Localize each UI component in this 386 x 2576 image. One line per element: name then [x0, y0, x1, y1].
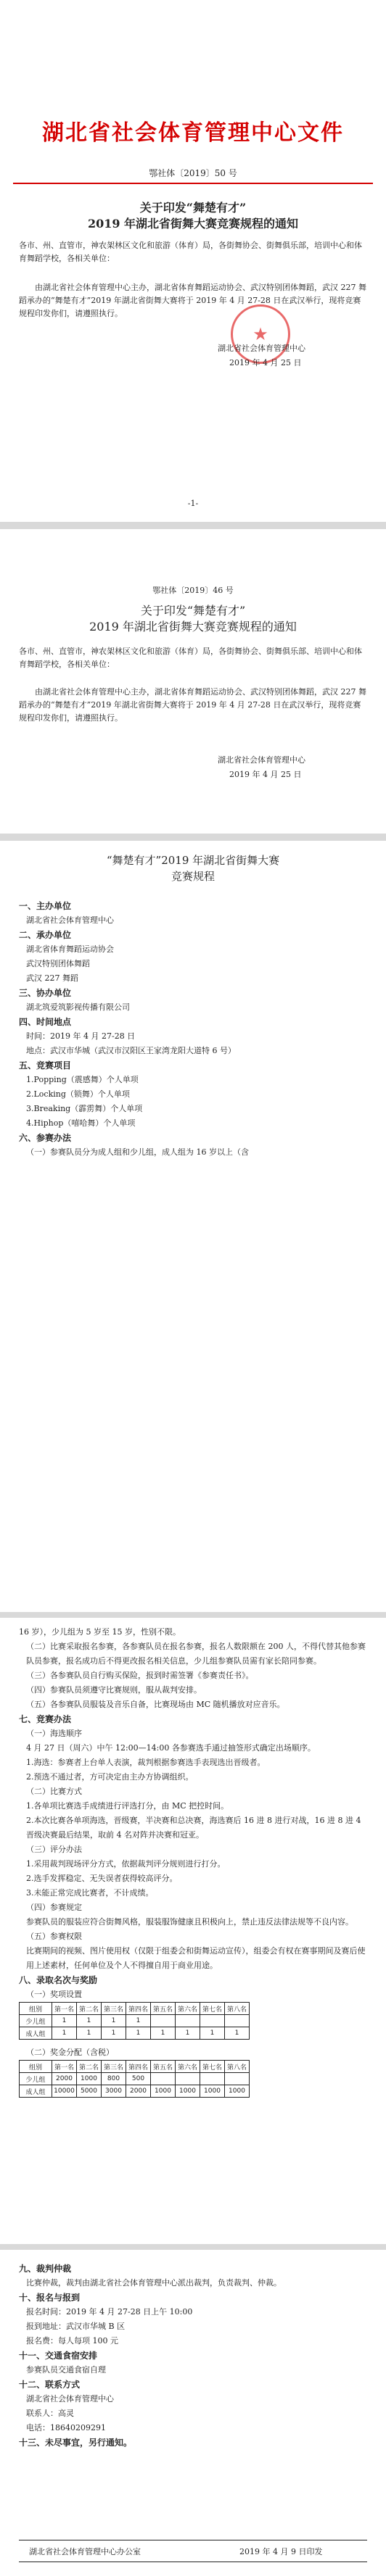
section-heading: 九、裁判仲裁: [19, 2264, 72, 2274]
section-line: 1.海选：参赛者上台单人表演，裁判根据参赛选手表现选出晋级者。: [26, 1758, 266, 1767]
section-heading: 八、录取名次与奖励: [19, 1975, 98, 1985]
table-cell: 10000: [52, 2085, 77, 2098]
table-cell: 500: [126, 2073, 151, 2085]
section-line: 湖北省体育舞蹈运动协会: [26, 944, 114, 954]
issue-date: 2019 年 4 月 25 日: [229, 770, 302, 779]
table-cell: 组别: [20, 2061, 52, 2073]
table-cell: 1000: [151, 2085, 176, 2098]
section-line: （四）参赛队员须遵守比赛规则，服从裁判安排。: [26, 1685, 202, 1695]
subsection-heading: （一）海选顺序: [26, 1729, 82, 1738]
table-cell: [225, 2073, 250, 2085]
table-cell: 3000: [102, 2085, 126, 2098]
table-cell: 1: [77, 2015, 102, 2027]
table-cell: 第八名: [225, 2003, 250, 2015]
table-cell: 第一名: [52, 2061, 77, 2073]
section-line: 2.选手发挥稳定、无失误者获得较高评分。: [26, 1874, 178, 1883]
table-cell: [151, 2015, 176, 2027]
section-line: 参赛队员的服装应符合街舞风格，服装服饰健康且积极向上，禁止违反法律法规等不良内容。: [26, 1917, 353, 1927]
red-divider: [13, 183, 373, 184]
notice-body: 由湖北省社会体育管理中心主办，湖北省体育舞蹈运动协会、武汉特别团体舞蹈，武汉 227 舞蹈承办的“舞楚有才”2019 年湖北省街舞大赛将于 2019 年 4 月 27-28 日在武汉举行，现将竞赛规程印发你们，请遵照执行。: [19, 687, 366, 723]
table-cell: 第四名: [126, 2061, 151, 2073]
table-cell: 1: [126, 2027, 151, 2040]
awards-table: [19, 2002, 250, 2040]
notice-body: 由湖北省社会体育管理中心主办，湖北省体育舞蹈运动协会、武汉特别团体舞蹈，武汉 227 舞蹈承办的“舞楚有才”2019 年湖北省街舞大赛将于 2019 年 4 月 27-28 日在武汉举行，现将竞赛规程印发你们，请遵照执行。: [19, 283, 366, 318]
rules-continued: [19, 1625, 367, 2098]
footer-issuer: 湖北省社会体育管理中心办公室: [29, 2547, 141, 2556]
table-cell: 1: [225, 2027, 250, 2040]
section-line: 电话：18640209291: [26, 2423, 106, 2432]
table-cell: 1: [52, 2015, 77, 2027]
page-5: [0, 2250, 386, 2576]
section-line: 参赛队员交通食宿自理: [26, 2365, 106, 2375]
table-row: [20, 2073, 250, 2085]
section-line: 湖北省社会体育管理中心: [26, 2394, 114, 2403]
section-line: 报名费：每人每项 100 元: [26, 2336, 118, 2346]
section-heading: 十一、交通食宿安排: [19, 2351, 98, 2361]
table-cell: [151, 2073, 176, 2085]
section-line: 武汉 227 舞蹈: [26, 973, 78, 983]
document-number: 鄂社体〔2019〕46 号: [152, 586, 234, 595]
table-cell: [176, 2015, 200, 2027]
subsection-heading: （二）奖金分配（含税）: [26, 2048, 114, 2057]
red-header-title: 湖北省社会体育管理中心文件: [42, 120, 344, 146]
signatory: 湖北省社会体育管理中心: [218, 755, 305, 765]
table-cell: 第三名: [102, 2003, 126, 2015]
addressees: 各市、州、直管市，神农架林区文化和旅游（体育）局，各街舞协会、街舞俱乐部，培训中心和体育舞蹈学校，各相关单位：: [19, 241, 362, 263]
section-heading: 七、竞赛办法: [19, 1714, 72, 1724]
section-line: 报名时间：2019 年 4 月 27-28 日上午 10:00: [26, 2307, 193, 2317]
table-cell: 1: [200, 2027, 225, 2040]
notice-heading-line2: 2019 年湖北省街舞大赛竞赛规程的通知: [89, 620, 297, 633]
section-line: （二）比赛采取报名参赛，各参赛队员在报名参赛，报名人数限额在 200 人，不得代替其他参赛队员参赛，报名成功后不得更改报名相关信息，少儿组参赛队员需有家长陪同参赛。: [26, 1642, 366, 1666]
table-cell: 第一名: [52, 2003, 77, 2015]
footer-print-date: 2019 年 4 月 9 日印发: [239, 2547, 323, 2556]
section-line: 1.Popping（震感舞）个人单项: [26, 1075, 139, 1084]
table-cell: 1: [52, 2027, 77, 2040]
table-cell: [200, 2015, 225, 2027]
table-cell: 第六名: [176, 2061, 200, 2073]
page-2: [0, 529, 386, 834]
section-heading: 十二、联系方式: [19, 2380, 81, 2390]
issue-date: 2019 年 4 月 25 日: [229, 358, 302, 367]
table-cell: [200, 2073, 225, 2085]
section-line: 4 月 27 日（周六）中午 12:00—14:00 各参赛选手通过抽签形式确定出场顺序。: [26, 1743, 316, 1753]
section-line: 湖北省社会体育管理中心: [26, 915, 114, 925]
subsection-heading: （一）奖项设置: [26, 1990, 82, 1999]
table-cell: 第四名: [126, 2003, 151, 2015]
table-cell: [176, 2073, 200, 2085]
section-line: 报到地址：武汉市华城 B 区: [26, 2322, 126, 2331]
table-cell: 1: [151, 2027, 176, 2040]
section-line: 16 岁），少儿组为 5 岁至 15 岁，性别不限。: [19, 1627, 181, 1637]
table-cell: 5000: [77, 2085, 102, 2098]
section-heading: 五、竞赛项目: [19, 1060, 72, 1071]
notice-heading-line1: 关于印发“舞楚有才”: [140, 604, 246, 618]
section-line: 1.各单项比赛选手成绩进行评选打分，由 MC 把控时间。: [26, 1801, 229, 1811]
section-line: （一）参赛队员分为成人组和少儿组，成人组为 16 岁以上（含: [26, 1147, 249, 1157]
section-heading: 十三、未尽事宜，另行通知。: [19, 2438, 133, 2448]
section-line: （三）各参赛队员自行购买保险，报到时需签署《参赛责任书》。: [26, 1671, 254, 1680]
table-cell: 第七名: [200, 2061, 225, 2073]
section-line: 地点：武汉市华城（武汉市汉阳区王家湾龙阳大道特 6 号）: [26, 1046, 236, 1055]
table-cell: 800: [102, 2073, 126, 2085]
table-cell: 1000: [225, 2085, 250, 2098]
section-line: （五）各参赛队员服装及音乐自备，比赛现场由 MC 随机播放对应音乐。: [26, 1700, 285, 1709]
section-line: 2.本次比赛各单项海选，晋级赛，半决赛和总决赛，海选赛后 16 进 8 进行对战，16 进 8 进 4 晋级决赛最后结果，取前 4 名对阵并决赛和冠亚。: [26, 1816, 361, 1840]
table-cell: 组别: [20, 2003, 52, 2015]
table-cell: 成人组: [20, 2027, 52, 2040]
table-cell: [225, 2015, 250, 2027]
table-cell: 2000: [126, 2085, 151, 2098]
addressees: 各市、州、直管市，神农架林区文化和旅游（体育）局，各街舞协会、街舞俱乐部、培训中心和体育舞蹈学校，各相关单位：: [19, 647, 362, 669]
section-line: 3.未能正常完成比赛者，不计成绩。: [26, 1888, 154, 1898]
section-heading: 一、主办单位: [19, 901, 72, 911]
page-1: [0, 0, 386, 522]
document-number: 鄂社体〔2019〕50 号: [149, 168, 237, 178]
table-cell: 少儿组: [20, 2015, 52, 2027]
table-header-row: [20, 2003, 250, 2015]
table-cell: 1: [126, 2015, 151, 2027]
table-cell: 第二名: [77, 2061, 102, 2073]
table-cell: 1000: [200, 2085, 225, 2098]
table-header-row: [20, 2061, 250, 2073]
section-heading: 三、协办单位: [19, 988, 72, 998]
section-line: 2.预选不通过者，方可决定由主办方协调组织。: [26, 1772, 194, 1782]
rules-title-line1: “舞楚有才”2019 年湖北省街舞大赛: [106, 854, 280, 867]
section-line: 武汉特别团体舞蹈: [26, 959, 90, 968]
subsection-heading: （五）参赛权限: [26, 1932, 82, 1941]
prize-money-table: [19, 2060, 250, 2098]
page-4: [0, 1618, 386, 2244]
table-cell: 第五名: [151, 2003, 176, 2015]
page-3: [0, 841, 386, 1612]
rules-final-sections: [19, 2261, 367, 2450]
table-cell: 1000: [176, 2085, 200, 2098]
notice-heading-line1: 关于印发“舞楚有才”: [139, 201, 247, 215]
table-cell: 第六名: [176, 2003, 200, 2015]
rules-title-line2: 竞赛规程: [171, 870, 215, 883]
section-heading: 二、承办单位: [19, 930, 72, 940]
table-cell: 1: [176, 2027, 200, 2040]
section-line: 联系人：高灵: [26, 2409, 74, 2418]
section-line: 比赛期间的视频、图片使用权（仅限于组委会和街舞运动宣传），组委会有权在赛事期间及赛后使用上述素材，任何单位及个人不得擅自用于商业用途。: [26, 1946, 366, 1970]
table-cell: 第七名: [200, 2003, 225, 2015]
rules-sections: [19, 899, 367, 1160]
table-cell: 1000: [77, 2073, 102, 2085]
table-cell: 1: [102, 2027, 126, 2040]
section-line: 比赛仲裁，裁判由湖北省社会体育管理中心派出裁判，负责裁判、仲裁。: [26, 2278, 282, 2288]
section-line: 湖北筑爱筑影视传播有限公司: [26, 1002, 130, 1012]
signatory: 湖北省社会体育管理中心: [218, 344, 305, 353]
section-line: 1.采用裁判现场评分方式，依据裁判评分规则进行打分。: [26, 1859, 226, 1869]
table-cell: 少儿组: [20, 2073, 52, 2085]
table-cell: 2000: [52, 2073, 77, 2085]
subsection-heading: （三）评分办法: [26, 1845, 82, 1854]
subsection-heading: （二）比赛方式: [26, 1787, 82, 1796]
table-cell: 第五名: [151, 2061, 176, 2073]
table-cell: 第八名: [225, 2061, 250, 2073]
table-cell: 1: [102, 2015, 126, 2027]
table-cell: 1: [77, 2027, 102, 2040]
notice-heading-line2: 2019 年湖北省街舞大赛竞赛规程的通知: [87, 217, 299, 230]
section-line: 2.Locking（锁舞）个人单项: [26, 1089, 130, 1099]
section-line: 3.Breaking（霹雳舞）个人单项: [26, 1104, 143, 1113]
table-cell: 第三名: [102, 2061, 126, 2073]
section-line: 时间：2019 年 4 月 27-28 日: [26, 1031, 136, 1041]
table-row: [20, 2015, 250, 2027]
subsection-heading: （四）参赛规定: [26, 1903, 82, 1912]
table-row: [20, 2085, 250, 2098]
section-heading: 六、参赛办法: [19, 1133, 72, 1143]
section-heading: 四、时间地点: [19, 1017, 72, 1027]
section-line: 4.Hiphop（嘻哈舞）个人单项: [26, 1118, 136, 1128]
page-number: -1-: [187, 499, 199, 508]
table-cell: 成人组: [20, 2085, 52, 2098]
table-cell: 第二名: [77, 2003, 102, 2015]
section-heading: 十、报名与报到: [19, 2293, 81, 2303]
table-row: [20, 2027, 250, 2040]
